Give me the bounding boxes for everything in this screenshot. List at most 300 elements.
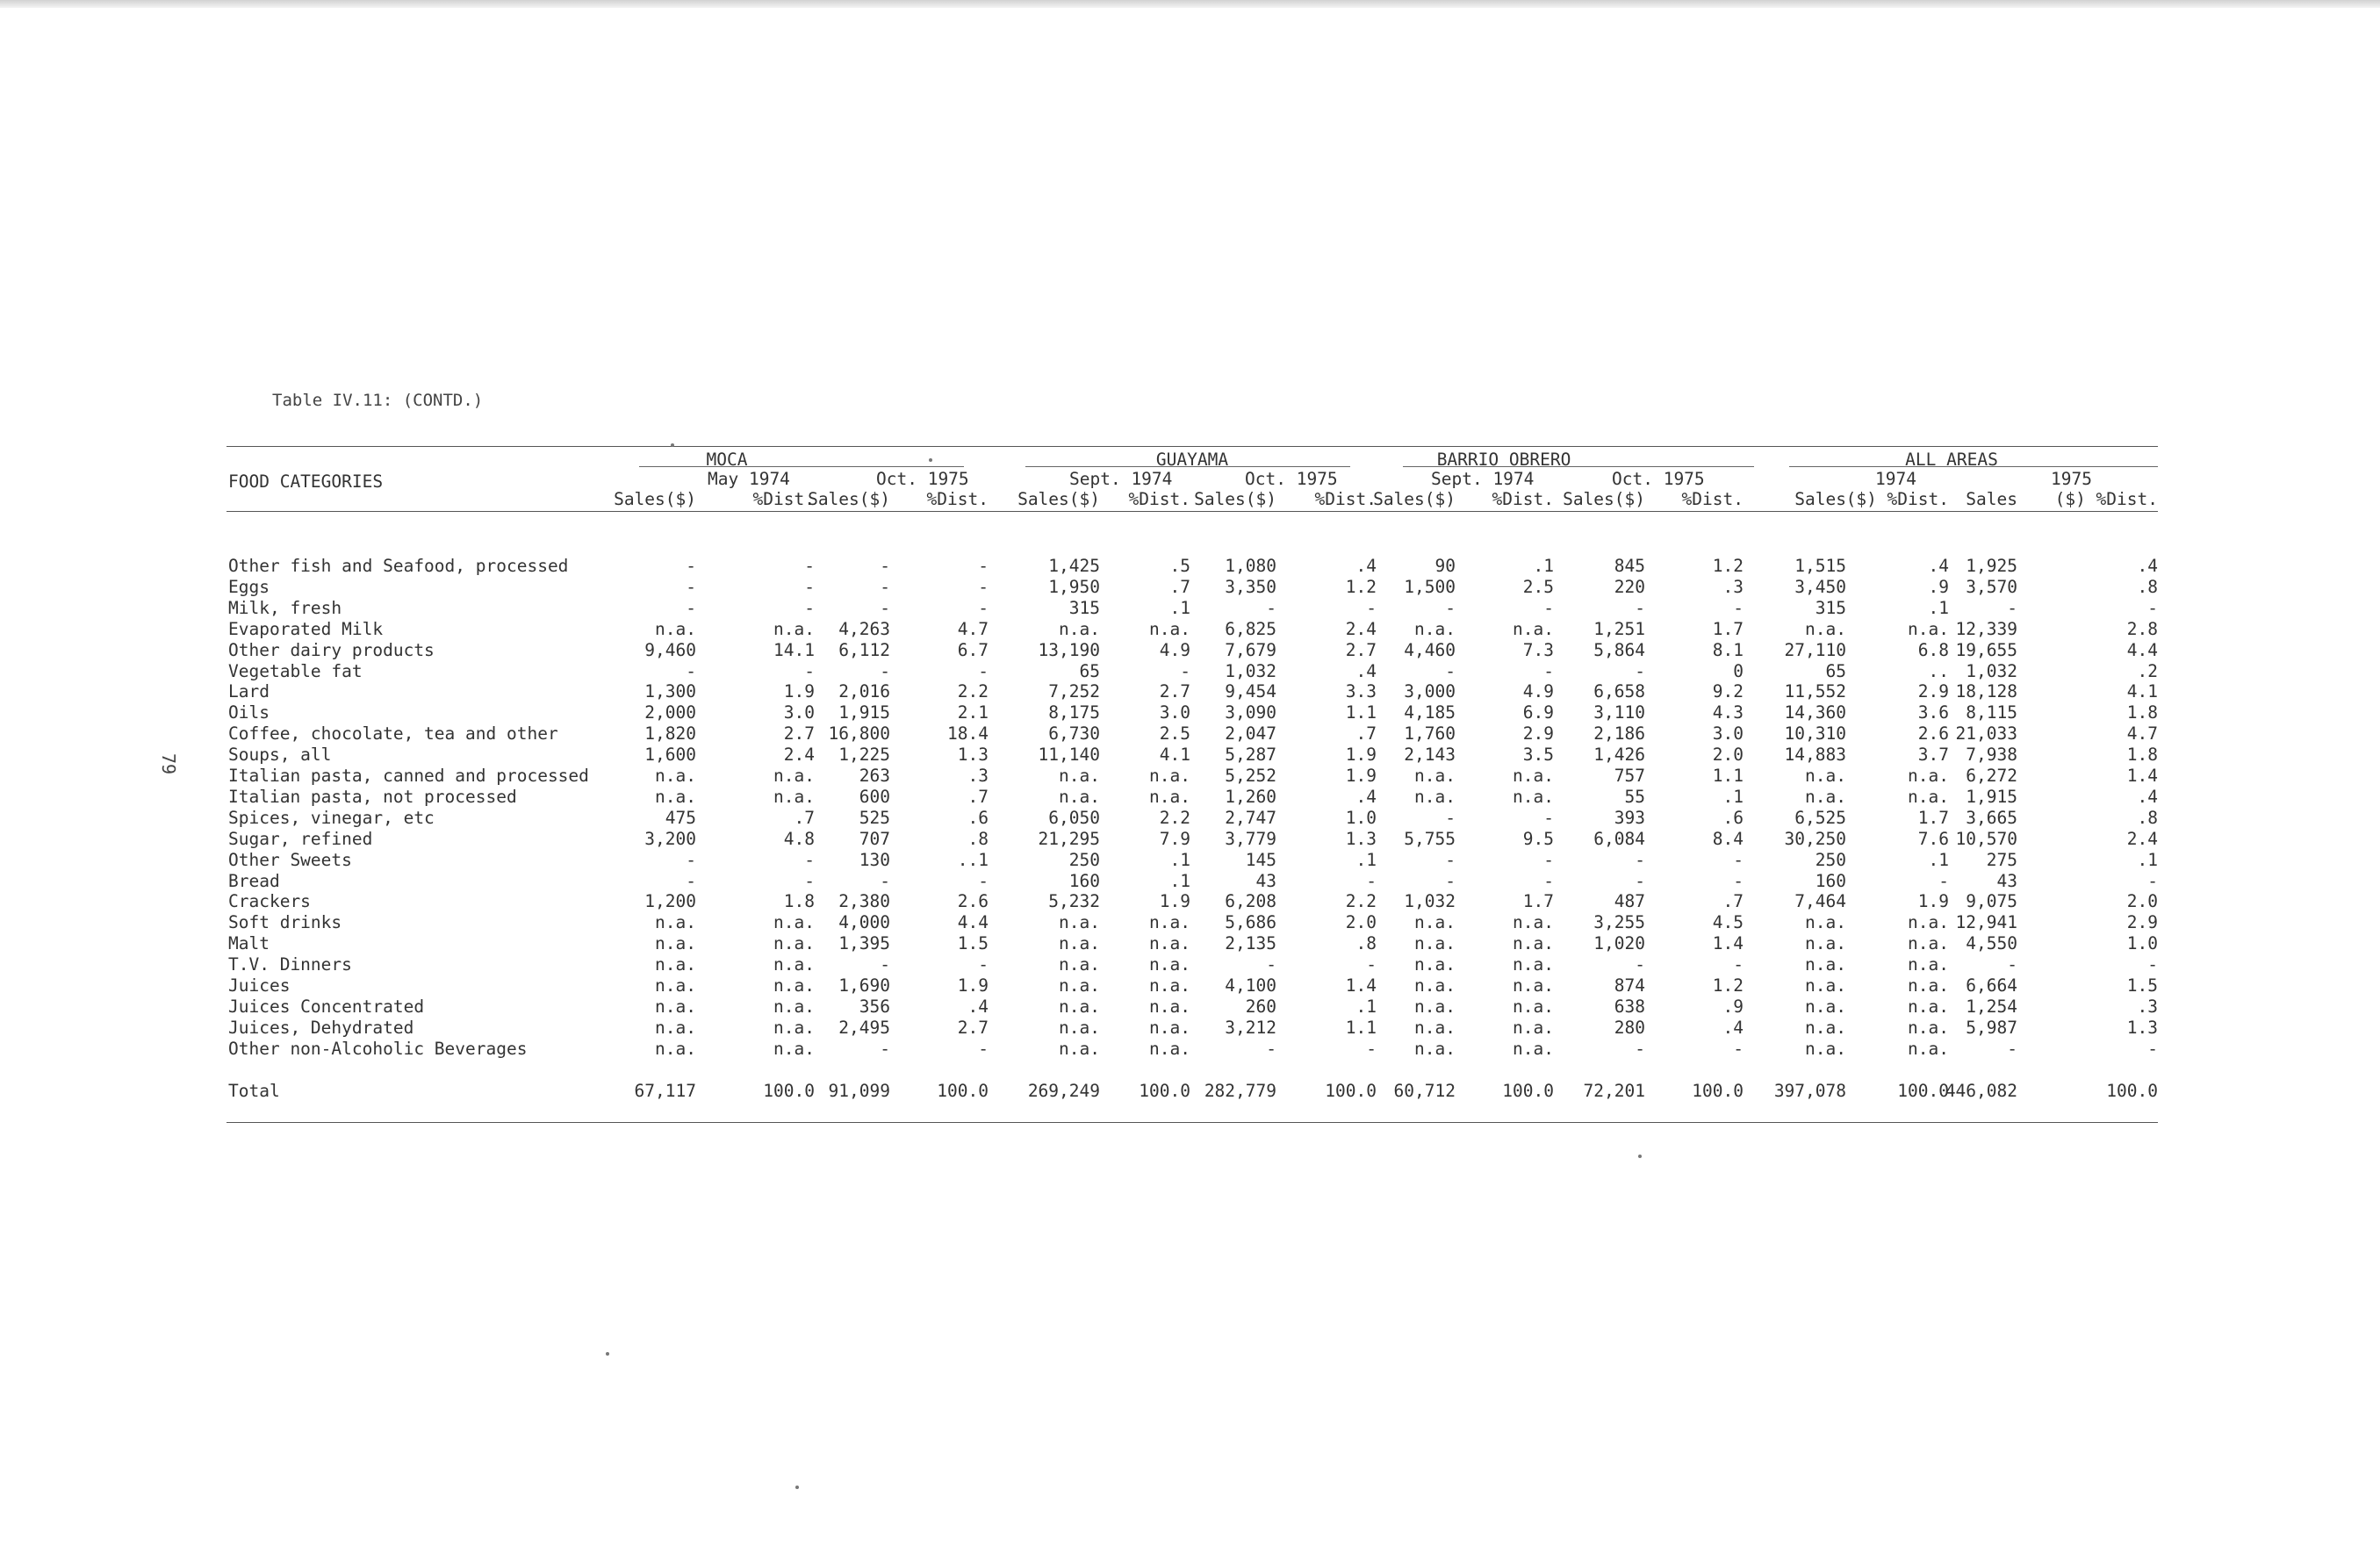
table-cell: n.a. bbox=[1059, 997, 1100, 1017]
table-cell: 1,600 bbox=[644, 745, 696, 765]
table-cell: - bbox=[686, 850, 696, 870]
table-cell: .1 bbox=[1169, 850, 1190, 870]
column-subheader: Sales($) bbox=[1194, 489, 1276, 509]
table-cell: 5,686 bbox=[1225, 912, 1276, 932]
table-cell: 1,925 bbox=[1966, 556, 2017, 576]
table-cell: - bbox=[1635, 954, 1645, 975]
table-cell: 7,252 bbox=[1048, 681, 1100, 702]
table-cell: 3,000 bbox=[1404, 681, 1456, 702]
total-cell: 100.0 bbox=[2106, 1081, 2158, 1101]
table-cell: - bbox=[2007, 598, 2017, 618]
table-cell: n.a. bbox=[1059, 1039, 1100, 1059]
table-cell: 2,143 bbox=[1404, 745, 1456, 765]
table-cell: n.a. bbox=[1414, 975, 1456, 996]
table-cell: - bbox=[1445, 598, 1456, 618]
table-cell: 1,020 bbox=[1593, 933, 1645, 953]
table-cell: 1,425 bbox=[1048, 556, 1100, 576]
table-cell: - bbox=[1366, 598, 1377, 618]
table-cell: 1.8 bbox=[2126, 702, 2158, 723]
table-cell: - bbox=[1366, 871, 1377, 891]
column-subheader: %Dist. bbox=[1314, 489, 1377, 509]
period-moca-1: May 1974 bbox=[708, 469, 790, 489]
column-subheader: %Dist. bbox=[1681, 489, 1744, 509]
table-cell: 1,395 bbox=[838, 933, 890, 953]
table-cell: 2.9 bbox=[2126, 912, 2158, 932]
table-cell: 4.1 bbox=[2126, 681, 2158, 702]
table-cell: n.a. bbox=[1513, 997, 1554, 1017]
total-cell: 72,201 bbox=[1583, 1081, 1645, 1101]
table-cell: 2.2 bbox=[1345, 891, 1377, 911]
table-cell: n.a. bbox=[1414, 787, 1456, 807]
table-cell: - bbox=[880, 577, 890, 597]
table-cell: n.a. bbox=[1805, 997, 1846, 1017]
table-cell: 6,272 bbox=[1966, 766, 2017, 786]
column-subheader: %Dist. bbox=[1492, 489, 1554, 509]
group-guayama-underline bbox=[1025, 466, 1350, 467]
group-moca: MOCA bbox=[706, 450, 748, 470]
table-cell: 19,655 bbox=[1955, 640, 2017, 660]
table-cell: 6.9 bbox=[1522, 702, 1554, 723]
period-all-2: 1975 bbox=[2051, 469, 2092, 489]
table-cell: 4.3 bbox=[1712, 702, 1744, 723]
table-cell: 2,747 bbox=[1225, 808, 1276, 828]
table-cell: - bbox=[804, 850, 815, 870]
table-cell: 2.9 bbox=[1917, 681, 1949, 702]
table-cell: - bbox=[1635, 661, 1645, 681]
table-cell: 160 bbox=[1815, 871, 1846, 891]
table-cell: .1 bbox=[1928, 850, 1949, 870]
table-cell: 8.4 bbox=[1712, 829, 1744, 849]
table-cell: 18,128 bbox=[1955, 681, 2017, 702]
table-cell: n.a. bbox=[773, 954, 815, 975]
table-cell: 1,915 bbox=[838, 702, 890, 723]
table-cell: n.a. bbox=[1513, 619, 1554, 639]
table-cell: n.a. bbox=[1908, 997, 1949, 1017]
table-cell: - bbox=[978, 661, 989, 681]
table-cell: 30,250 bbox=[1784, 829, 1846, 849]
table-cell: 6,730 bbox=[1048, 723, 1100, 744]
table-cell: 55 bbox=[1624, 787, 1645, 807]
table-cell: - bbox=[1266, 1039, 1276, 1059]
table-cell: - bbox=[2147, 954, 2158, 975]
row-label: Crackers bbox=[228, 891, 311, 911]
table-cell: .7 bbox=[794, 808, 815, 828]
table-cell: - bbox=[1543, 598, 1554, 618]
period-barrio-2: Oct. 1975 bbox=[1612, 469, 1705, 489]
table-cell: .1 bbox=[1355, 850, 1377, 870]
table-cell: 1.2 bbox=[1712, 975, 1744, 996]
column-subheader: %Dist. bbox=[752, 489, 815, 509]
row-label: Coffee, chocolate, tea and other bbox=[228, 723, 558, 744]
table-cell: 5,287 bbox=[1225, 745, 1276, 765]
table-cell: 1.8 bbox=[2126, 745, 2158, 765]
table-cell: 27,110 bbox=[1784, 640, 1846, 660]
table-cell: - bbox=[1366, 1039, 1377, 1059]
table-cell: - bbox=[686, 577, 696, 597]
group-guayama: GUAYAMA bbox=[1155, 450, 1229, 470]
table-cell: - bbox=[1266, 954, 1276, 975]
table-cell: 2,016 bbox=[838, 681, 890, 702]
row-label: Juices Concentrated bbox=[228, 997, 425, 1017]
table-cell: 1.4 bbox=[1345, 975, 1377, 996]
table-cell: - bbox=[804, 556, 815, 576]
table-cell: 43 bbox=[1996, 871, 2017, 891]
table-cell: - bbox=[804, 577, 815, 597]
table-cell: 250 bbox=[1815, 850, 1846, 870]
table-cell: 1,260 bbox=[1225, 787, 1276, 807]
table-cell: n.a. bbox=[1805, 912, 1846, 932]
row-label: Italian pasta, canned and processed bbox=[228, 766, 589, 786]
table-cell: 7,938 bbox=[1966, 745, 2017, 765]
period-guayama-1: Sept. 1974 bbox=[1069, 469, 1173, 489]
column-subheader: ($) %Dist. bbox=[2054, 489, 2158, 509]
table-cell: - bbox=[978, 1039, 989, 1059]
total-cell: 100.0 bbox=[1502, 1081, 1554, 1101]
table-cell: 3.0 bbox=[1159, 702, 1190, 723]
column-subheader: ($) %Dist. bbox=[1845, 489, 1949, 509]
table-cell: 2.8 bbox=[2126, 619, 2158, 639]
table-cell: - bbox=[2007, 1039, 2017, 1059]
table-cell: 1.9 bbox=[1345, 745, 1377, 765]
table-cell: 4.9 bbox=[1159, 640, 1190, 660]
table-cell: 874 bbox=[1614, 975, 1645, 996]
table-cell: .5 bbox=[1169, 556, 1190, 576]
table-cell: n.a. bbox=[1513, 787, 1554, 807]
table-cell: n.a. bbox=[1149, 997, 1190, 1017]
table-cell: 2.6 bbox=[1917, 723, 1949, 744]
table-cell: 1.2 bbox=[1712, 556, 1744, 576]
total-cell: 100.0 bbox=[1325, 1081, 1377, 1101]
table-cell: 9,460 bbox=[644, 640, 696, 660]
table-cell: 2.6 bbox=[957, 891, 989, 911]
table-cell: - bbox=[804, 598, 815, 618]
table-cell: n.a. bbox=[1414, 954, 1456, 975]
table-cell: 2.0 bbox=[2126, 891, 2158, 911]
table-cell: n.a. bbox=[1513, 975, 1554, 996]
table-cell: n.a. bbox=[1513, 933, 1554, 953]
table-cell: 6,050 bbox=[1048, 808, 1100, 828]
table-cell: 145 bbox=[1245, 850, 1276, 870]
table-cell: n.a. bbox=[1513, 1018, 1554, 1038]
scan-edge-shadow bbox=[0, 0, 2380, 8]
table-cell: 6,825 bbox=[1225, 619, 1276, 639]
table-cell: 707 bbox=[859, 829, 890, 849]
table-cell: 3,200 bbox=[644, 829, 696, 849]
row-label: Vegetable fat bbox=[228, 661, 363, 681]
table-cell: .1 bbox=[2137, 850, 2158, 870]
table-cell: 1.9 bbox=[1159, 891, 1190, 911]
table-cell: n.a. bbox=[1513, 954, 1554, 975]
table-cell: 8,115 bbox=[1966, 702, 2017, 723]
group-all-areas: ALL AREAS bbox=[1905, 450, 1998, 470]
row-label: Bread bbox=[228, 871, 280, 891]
table-cell: n.a. bbox=[773, 912, 815, 932]
table-cell: n.a. bbox=[655, 975, 696, 996]
table-cell: 1,500 bbox=[1404, 577, 1456, 597]
table-cell: n.a. bbox=[773, 766, 815, 786]
table-cell: .4 bbox=[1355, 787, 1377, 807]
table-cell: - bbox=[1938, 871, 1949, 891]
table-cell: 1.5 bbox=[2126, 975, 2158, 996]
table-cell: .4 bbox=[2137, 787, 2158, 807]
table-cell: - bbox=[978, 577, 989, 597]
table-cell: 2.2 bbox=[1159, 808, 1190, 828]
total-cell: 282,779 bbox=[1204, 1081, 1276, 1101]
table-cell: n.a. bbox=[1059, 912, 1100, 932]
table-cell: n.a. bbox=[1805, 1039, 1846, 1059]
table-cell: 2,495 bbox=[838, 1018, 890, 1038]
table-cell: 2,135 bbox=[1225, 933, 1276, 953]
table-cell: n.a. bbox=[1908, 954, 1949, 975]
table-cell: n.a. bbox=[773, 787, 815, 807]
row-label: T.V. Dinners bbox=[228, 954, 352, 975]
table-cell: 9.5 bbox=[1522, 829, 1554, 849]
table-cell: 8.1 bbox=[1712, 640, 1744, 660]
table-cell: 3.3 bbox=[1345, 681, 1377, 702]
scan-speck bbox=[929, 458, 932, 462]
table-cell: 1.7 bbox=[1917, 808, 1949, 828]
table-cell: 757 bbox=[1614, 766, 1645, 786]
table-cell: n.a. bbox=[1908, 619, 1949, 639]
table-cell: 1.9 bbox=[957, 975, 989, 996]
table-cell: n.a. bbox=[1805, 954, 1846, 975]
table-cell: 0 bbox=[1733, 661, 1744, 681]
column-subheader: Sales($) bbox=[614, 489, 696, 509]
table-cell: 1,515 bbox=[1794, 556, 1846, 576]
table-title: Table IV.11: (CONTD.) bbox=[272, 391, 484, 410]
table-cell: n.a. bbox=[1414, 1039, 1456, 1059]
column-subheader: Sales bbox=[1794, 489, 1846, 509]
table-cell: 1,950 bbox=[1048, 577, 1100, 597]
table-cell: n.a. bbox=[1059, 933, 1100, 953]
table-cell: 2.0 bbox=[1345, 912, 1377, 932]
table-cell: - bbox=[880, 661, 890, 681]
table-cell: 160 bbox=[1068, 871, 1100, 891]
table-cell: 2,047 bbox=[1225, 723, 1276, 744]
table-cell: 11,552 bbox=[1784, 681, 1846, 702]
table-cell: 4,185 bbox=[1404, 702, 1456, 723]
table-cell: .8 bbox=[1355, 933, 1377, 953]
table-cell: - bbox=[1445, 871, 1456, 891]
table-cell: 7.3 bbox=[1522, 640, 1554, 660]
period-all-1: 1974 bbox=[1875, 469, 1916, 489]
row-label: Soups, all bbox=[228, 745, 332, 765]
table-cell: - bbox=[1733, 954, 1744, 975]
table-cell: ..1 bbox=[957, 850, 989, 870]
row-label: Lard bbox=[228, 681, 270, 702]
period-moca-2: Oct. 1975 bbox=[876, 469, 969, 489]
table-cell: n.a. bbox=[1414, 619, 1456, 639]
table-cell: .1 bbox=[1928, 598, 1949, 618]
table-cell: 1,032 bbox=[1966, 661, 2017, 681]
table-cell: 3,255 bbox=[1593, 912, 1645, 932]
table-cell: - bbox=[686, 661, 696, 681]
table-cell: 3,350 bbox=[1225, 577, 1276, 597]
table-cell: - bbox=[1445, 808, 1456, 828]
table-cell: 1.2 bbox=[1345, 577, 1377, 597]
table-cell: 1,820 bbox=[644, 723, 696, 744]
table-cell: 3.5 bbox=[1522, 745, 1554, 765]
group-all-areas-underline bbox=[1789, 466, 2158, 467]
table-cell: 4.9 bbox=[1522, 681, 1554, 702]
table-cell: - bbox=[1635, 598, 1645, 618]
table-cell: 2,186 bbox=[1593, 723, 1645, 744]
table-cell: .7 bbox=[1355, 723, 1377, 744]
table-cell: 7.6 bbox=[1917, 829, 1949, 849]
table-cell: 2,380 bbox=[838, 891, 890, 911]
table-cell: 393 bbox=[1614, 808, 1645, 828]
table-cell: 600 bbox=[859, 787, 890, 807]
group-barrio-obrero: BARRIO OBRERO bbox=[1436, 450, 1571, 470]
table-cell: 1.5 bbox=[957, 933, 989, 953]
row-label: Milk, fresh bbox=[228, 598, 342, 618]
row-label: Italian pasta, not processed bbox=[228, 787, 517, 807]
table-cell: 130 bbox=[859, 850, 890, 870]
total-cell: 91,099 bbox=[828, 1081, 890, 1101]
row-label: Sugar, refined bbox=[228, 829, 373, 849]
table-cell: .1 bbox=[1355, 997, 1377, 1017]
row-label: Eggs bbox=[228, 577, 270, 597]
table-cell: - bbox=[978, 598, 989, 618]
table-cell: 1.9 bbox=[1345, 766, 1377, 786]
table-cell: - bbox=[880, 871, 890, 891]
table-cell: - bbox=[686, 598, 696, 618]
table-cell: - bbox=[1543, 850, 1554, 870]
table-cell: - bbox=[1733, 850, 1744, 870]
table-cell: - bbox=[880, 598, 890, 618]
table-cell: .3 bbox=[2137, 997, 2158, 1017]
table-cell: 5,232 bbox=[1048, 891, 1100, 911]
period-guayama-2: Oct. 1975 bbox=[1245, 469, 1338, 489]
table-cell: .7 bbox=[1169, 577, 1190, 597]
table-cell: - bbox=[978, 556, 989, 576]
column-subheader: Sales($) bbox=[808, 489, 890, 509]
table-cell: .6 bbox=[1722, 808, 1744, 828]
table-cell: - bbox=[2007, 954, 2017, 975]
table-cell: 1,080 bbox=[1225, 556, 1276, 576]
scan-speck bbox=[671, 443, 674, 447]
table-cell: - bbox=[2147, 1039, 2158, 1059]
scan-speck bbox=[795, 1486, 799, 1489]
table-cell: 13,190 bbox=[1038, 640, 1100, 660]
table-cell: 1.4 bbox=[1712, 933, 1744, 953]
total-cell: 60,712 bbox=[1393, 1081, 1456, 1101]
table-cell: 4,263 bbox=[838, 619, 890, 639]
table-cell: 2,000 bbox=[644, 702, 696, 723]
table-cell: 6,112 bbox=[838, 640, 890, 660]
column-subheader: Sales($) bbox=[1563, 489, 1645, 509]
table-cell: n.a. bbox=[655, 954, 696, 975]
column-subheader: Sales bbox=[1966, 489, 2017, 509]
row-label: Juices bbox=[228, 975, 291, 996]
table-cell: 65 bbox=[1079, 661, 1100, 681]
row-label: Other fish and Seafood, processed bbox=[228, 556, 569, 576]
table-cell: 2.4 bbox=[783, 745, 815, 765]
row-label: Evaporated Milk bbox=[228, 619, 384, 639]
table-cell: 4,000 bbox=[838, 912, 890, 932]
table-cell: n.a. bbox=[1414, 997, 1456, 1017]
table-cell: 1.7 bbox=[1712, 619, 1744, 639]
table-cell: 90 bbox=[1434, 556, 1456, 576]
table-cell: n.a. bbox=[1805, 619, 1846, 639]
table-cell: n.a. bbox=[773, 1039, 815, 1059]
table-cell: n.a. bbox=[1805, 1018, 1846, 1038]
table-cell: .3 bbox=[967, 766, 989, 786]
table-cell: - bbox=[880, 1039, 890, 1059]
total-cell: 67,117 bbox=[634, 1081, 696, 1101]
table-cell: 315 bbox=[1815, 598, 1846, 618]
table-top-rule bbox=[226, 446, 2158, 447]
table-cell: n.a. bbox=[655, 933, 696, 953]
table-cell: 21,295 bbox=[1038, 829, 1100, 849]
table-cell: 4,550 bbox=[1966, 933, 2017, 953]
table-cell: 3,779 bbox=[1225, 829, 1276, 849]
table-cell: - bbox=[2147, 598, 2158, 618]
table-cell: 1,200 bbox=[644, 891, 696, 911]
table-cell: n.a. bbox=[1908, 933, 1949, 953]
table-cell: 6,658 bbox=[1593, 681, 1645, 702]
table-cell: 10,310 bbox=[1784, 723, 1846, 744]
table-cell: n.a. bbox=[655, 787, 696, 807]
table-cell: 2.7 bbox=[1345, 640, 1377, 660]
table-cell: 315 bbox=[1068, 598, 1100, 618]
table-cell: 5,987 bbox=[1966, 1018, 2017, 1038]
table-cell: .1 bbox=[1169, 871, 1190, 891]
total-cell: 269,249 bbox=[1027, 1081, 1100, 1101]
table-cell: 1,254 bbox=[1966, 997, 2017, 1017]
table-cell: n.a. bbox=[1908, 787, 1949, 807]
row-label: Other dairy products bbox=[228, 640, 435, 660]
table-cell: .4 bbox=[1722, 1018, 1744, 1038]
table-cell: 3,450 bbox=[1794, 577, 1846, 597]
table-cell: 2.5 bbox=[1522, 577, 1554, 597]
table-cell: n.a. bbox=[1805, 766, 1846, 786]
table-cell: n.a. bbox=[1149, 787, 1190, 807]
table-cell: 6,525 bbox=[1794, 808, 1846, 828]
table-cell: - bbox=[1543, 808, 1554, 828]
table-cell: 6,664 bbox=[1966, 975, 2017, 996]
table-cell: 9,075 bbox=[1966, 891, 2017, 911]
table-cell: 638 bbox=[1614, 997, 1645, 1017]
table-cell: 1.4 bbox=[2126, 766, 2158, 786]
table-cell: 1.3 bbox=[2126, 1018, 2158, 1038]
column-subheader: Sales($) bbox=[1017, 489, 1100, 509]
total-cell: 100.0 bbox=[937, 1081, 989, 1101]
table-cell: - bbox=[1635, 871, 1645, 891]
table-cell: n.a. bbox=[1908, 1039, 1949, 1059]
column-subheader: %Dist. bbox=[926, 489, 989, 509]
table-cell: 263 bbox=[859, 766, 890, 786]
table-cell: 9,454 bbox=[1225, 681, 1276, 702]
table-cell: n.a. bbox=[655, 619, 696, 639]
table-cell: n.a. bbox=[1149, 1039, 1190, 1059]
table-bottom-rule bbox=[226, 1122, 2158, 1123]
column-subheader: Sales($) bbox=[1373, 489, 1456, 509]
table-cell: n.a. bbox=[1414, 912, 1456, 932]
total-cell: 446,082 bbox=[1945, 1081, 2017, 1101]
row-label: Soft drinks bbox=[228, 912, 342, 932]
table-cell: n.a. bbox=[1059, 787, 1100, 807]
scan-speck bbox=[606, 1352, 609, 1356]
table-cell: 3,570 bbox=[1966, 577, 2017, 597]
table-cell: 1.7 bbox=[1522, 891, 1554, 911]
table-cell: n.a. bbox=[773, 933, 815, 953]
table-cell: 9.2 bbox=[1712, 681, 1744, 702]
table-cell: 21,033 bbox=[1955, 723, 2017, 744]
table-cell: 1.3 bbox=[1345, 829, 1377, 849]
table-cell: 1.8 bbox=[783, 891, 815, 911]
row-label: Juices, Dehydrated bbox=[228, 1018, 414, 1038]
